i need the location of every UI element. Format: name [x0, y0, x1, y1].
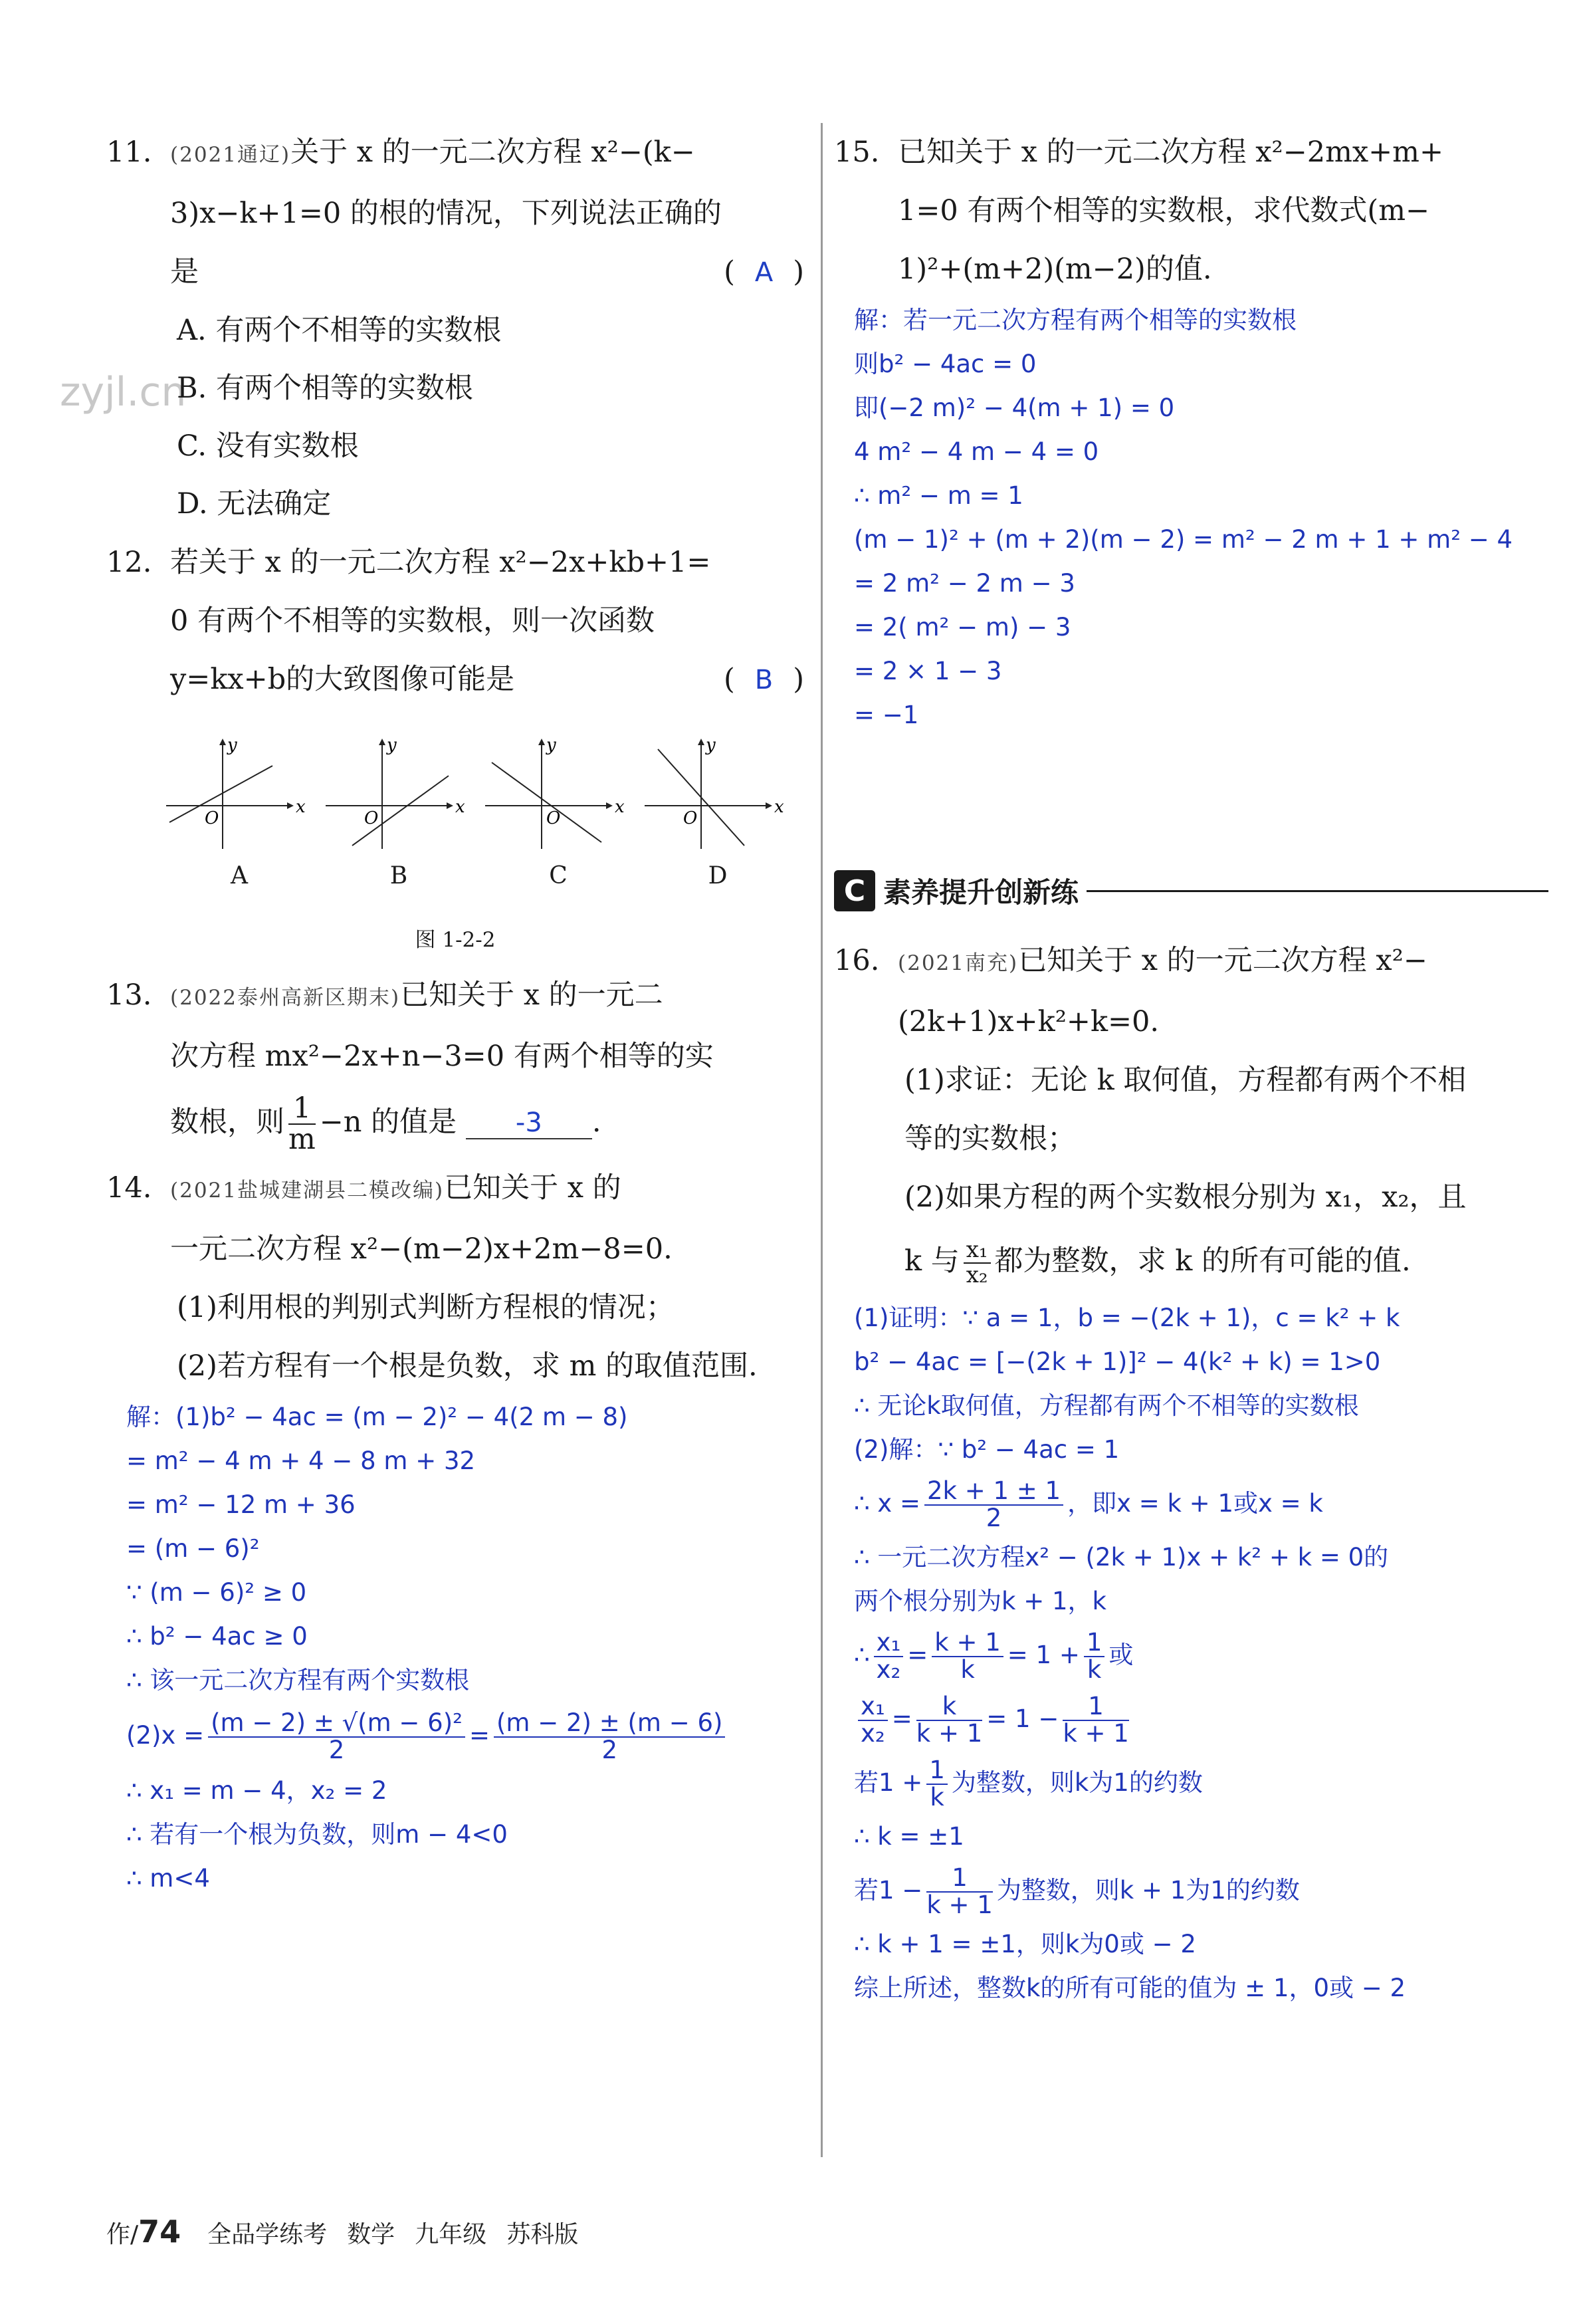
- solution-text: ∴: [854, 1641, 870, 1669]
- graph-b-diagram: [326, 736, 472, 849]
- origin-label: O: [546, 808, 561, 828]
- column-divider: [821, 123, 823, 2157]
- question-source: (2021通辽): [170, 143, 291, 167]
- question-number: 11.: [106, 136, 152, 169]
- question-12: [106, 533, 804, 953]
- fraction-denominator: x₂: [876, 1655, 901, 1684]
- fraction-numerator: 1: [288, 1094, 316, 1125]
- solution-line: 两个根分别为k + 1，k: [854, 1587, 1106, 1615]
- section-badge: C: [834, 870, 875, 911]
- y-axis-label: y: [546, 736, 556, 755]
- question-text: 数根，则: [170, 1105, 284, 1139]
- question-13: [106, 966, 804, 1159]
- period: .: [591, 1105, 601, 1139]
- sub-question-2-cont: [834, 1226, 1548, 1296]
- fraction: [964, 1238, 991, 1287]
- solution-line: ∴ 若有一个根为负数，则m − 4<0: [126, 1820, 508, 1849]
- option-c: C. 没有实数根: [177, 429, 359, 463]
- question-number: 14.: [106, 1171, 152, 1205]
- fraction: [874, 1627, 904, 1684]
- solution-line: [854, 1687, 1548, 1751]
- solution-line: b² − 4ac = [−(2k + 1)]² − 4(k² + k) = 1>0: [854, 1347, 1381, 1376]
- footer-subject: 数学: [347, 2221, 395, 2248]
- solution-line: 解：(1)b² − 4ac = (m − 2)² − 4(2 m − 8): [126, 1403, 628, 1431]
- figure-caption: 图 1-2-2: [415, 928, 496, 952]
- question-source: (2021盐城建湖县二模改编): [170, 1179, 445, 1203]
- fraction-denominator: m: [288, 1123, 316, 1156]
- question-text: k 与: [904, 1244, 960, 1278]
- sub-question-1: (1)求证：无论 k 取何值，方程都有两个不相: [904, 1064, 1467, 1097]
- solution-text: ，即x = k + 1或x = k: [1067, 1489, 1323, 1518]
- fraction: [924, 1478, 1063, 1532]
- fraction: [932, 1627, 1003, 1684]
- fraction-denominator: k + 1: [1063, 1718, 1129, 1748]
- right-column: [834, 123, 1548, 2010]
- solution-line: = (m − 6)²: [126, 1534, 260, 1563]
- option-a: A. 有两个不相等的实数根: [177, 314, 502, 347]
- fraction: [926, 1865, 993, 1918]
- question-14: [106, 1159, 804, 1901]
- graph-d-diagram: [645, 736, 791, 849]
- question-text: y=kx+b的大致图像可能是: [170, 663, 515, 696]
- fraction: [926, 1755, 948, 1811]
- watermark: zyjl.cn: [60, 369, 187, 415]
- graph-label: C: [549, 862, 568, 889]
- option-d: D. 无法确定: [177, 487, 332, 521]
- question-text: (2k+1)x+k²+k=0.: [898, 1005, 1160, 1038]
- y-axis-label: y: [387, 736, 397, 755]
- fraction-denominator: x₂: [861, 1718, 885, 1748]
- solution-text: ∴ x =: [854, 1489, 920, 1518]
- origin-label: O: [683, 808, 698, 828]
- x-axis-label: x: [615, 797, 625, 817]
- fraction-denominator: k: [1087, 1655, 1102, 1684]
- question-text: 都为整数，求 k 的所有可能的值.: [994, 1244, 1411, 1278]
- fraction-numerator: x₁: [964, 1238, 991, 1264]
- solution-text: 为整数，则k + 1为1的约数: [996, 1876, 1300, 1905]
- fraction: [916, 1691, 983, 1748]
- solution-line: [854, 1623, 1548, 1687]
- graph-c: [485, 736, 631, 889]
- solution-line: = 2( m² − m) − 3: [854, 613, 1071, 641]
- graph-label: B: [389, 862, 408, 889]
- fraction-denominator: k: [960, 1655, 975, 1684]
- fraction: [1084, 1627, 1105, 1684]
- sub-question-1: (1)利用根的判别式判断方程根的情况；: [177, 1291, 675, 1324]
- fraction-numerator: (m − 2) ± (m − 6): [494, 1710, 725, 1738]
- fraction: [208, 1710, 465, 1764]
- fraction-numerator: 2k + 1 ± 1: [924, 1478, 1063, 1506]
- solution-text: 若1 −: [854, 1876, 923, 1905]
- section-header: [834, 870, 1548, 911]
- solution-line: (2)解：∵ b² − 4ac = 1: [854, 1435, 1120, 1464]
- graph-label: A: [231, 862, 248, 889]
- graph-options: [166, 736, 791, 889]
- solution-line: 4 m² − 4 m − 4 = 0: [854, 437, 1099, 466]
- solution-line: 综上所述，整数k的所有可能的值为 ± 1，0或 − 2: [854, 1974, 1406, 2002]
- solution-line: 则b² − 4ac = 0: [854, 350, 1037, 378]
- fraction-denominator: k: [930, 1782, 944, 1811]
- solution-line: ∴ k + 1 = ±1，则k为0或 − 2: [854, 1930, 1196, 1958]
- left-column: [106, 123, 804, 1901]
- question-text: 一元二次方程 x²−(m−2)x+2m−8=0.: [170, 1232, 673, 1266]
- question-number: 15.: [834, 136, 880, 169]
- graph-d: [645, 736, 791, 889]
- fraction-numerator: 1: [1063, 1694, 1129, 1721]
- solution-line: = m² − 12 m + 36: [126, 1490, 356, 1519]
- solution-line: ∴ m<4: [126, 1864, 210, 1893]
- solution-text: =: [907, 1641, 928, 1669]
- question-text: 是: [170, 255, 199, 289]
- solution-text: 为整数，则k为1的约数: [951, 1768, 1203, 1797]
- footer-edition: 苏科版: [506, 2221, 579, 2248]
- fraction-numerator: k: [916, 1694, 983, 1721]
- solution-15: [834, 298, 1548, 737]
- answer-blank: -3: [466, 1107, 592, 1139]
- question-text: 1)²+(m+2)(m−2)的值.: [898, 253, 1212, 286]
- question-text: 0 有两个不相等的实数根，则一次函数: [170, 604, 655, 638]
- solution-line: ∴ 无论k取何值，方程都有两个不相等的实数根: [854, 1391, 1359, 1420]
- x-axis-label: x: [296, 797, 306, 817]
- question-text: 已知关于 x 的一元二: [400, 979, 663, 1012]
- fraction-denominator: k + 1: [926, 1890, 993, 1919]
- fraction-denominator: 2: [328, 1735, 345, 1764]
- graph-a-diagram: [166, 736, 312, 849]
- graph-a: [166, 736, 312, 889]
- solution-text: = 1 −: [986, 1704, 1059, 1733]
- question-text: 次方程 mx²−2x+n−3=0 有两个相等的实: [170, 1040, 714, 1073]
- fraction-numerator: 1: [1084, 1630, 1105, 1657]
- x-axis-label: x: [455, 797, 465, 817]
- fraction: [1063, 1691, 1129, 1748]
- question-text: 关于 x 的一元二次方程 x²−(k−: [290, 136, 695, 169]
- question-11: [106, 123, 804, 533]
- answer-value: B: [754, 665, 774, 695]
- section-rule: [1087, 890, 1548, 892]
- solution-text: 若1 +: [854, 1768, 923, 1797]
- question-text: 3)x−k+1=0 的根的情况，下列说法正确的: [170, 197, 722, 230]
- fraction: [288, 1091, 316, 1156]
- solution-text: = 1 +: [1007, 1641, 1080, 1669]
- graph-c-diagram: [485, 736, 631, 849]
- sub-question-1-cont: 等的实数根；: [904, 1122, 1076, 1155]
- option-b: B. 有两个相等的实数根: [177, 372, 473, 405]
- question-text: 已知关于 x 的: [444, 1171, 621, 1205]
- graph-b: [326, 736, 472, 889]
- question-text: 已知关于 x 的一元二次方程 x²−2mx+m+: [898, 136, 1443, 169]
- solution-text: (2)x =: [126, 1721, 205, 1750]
- solution-line: ∴ k = ±1: [854, 1822, 964, 1851]
- solution-line: = 2 × 1 − 3: [854, 657, 1002, 685]
- solution-line: [854, 1859, 1548, 1922]
- solution-line: = m² − 4 m + 4 − 8 m + 32: [126, 1447, 476, 1475]
- section-title: 素养提升创新练: [883, 876, 1079, 909]
- question-number: 16.: [834, 944, 880, 977]
- question-number: 12.: [106, 546, 152, 579]
- solution-line: ∵ (m − 6)² ≥ 0: [126, 1578, 307, 1607]
- fraction-numerator: 1: [926, 1865, 993, 1893]
- footer-prefix: 作/: [106, 2221, 139, 2248]
- solution-line: [854, 1472, 1548, 1536]
- x-axis-label: x: [774, 797, 784, 817]
- fraction-numerator: x₁: [874, 1630, 904, 1657]
- fraction: [858, 1691, 888, 1748]
- fraction-numerator: (m − 2) ± √(m − 6)²: [208, 1710, 465, 1738]
- graph-label: D: [708, 862, 728, 889]
- solution-text: =: [469, 1721, 490, 1750]
- page-number: 74: [138, 2214, 181, 2250]
- y-axis-label: y: [706, 736, 716, 755]
- solution-line: = 2 m² − 2 m − 3: [854, 569, 1075, 598]
- solution-text: 或: [1108, 1641, 1134, 1669]
- solution-line: 解：若一元二次方程有两个相等的实数根: [854, 306, 1297, 334]
- solution-line: ∴ x₁ = m − 4，x₂ = 2: [126, 1776, 387, 1805]
- solution-line: (1)证明：∵ a = 1，b = −(2k + 1)，c = k² + k: [854, 1304, 1400, 1332]
- solution-text: =: [891, 1704, 912, 1733]
- solution-line: ∴ m² − m = 1: [854, 481, 1023, 510]
- solution-line: [854, 1751, 1548, 1815]
- footer-grade: 九年级: [415, 2221, 487, 2248]
- question-source: (2022泰州高新区期末): [170, 986, 401, 1010]
- question-text: −n 的值是: [319, 1105, 457, 1139]
- y-axis-label: y: [227, 736, 237, 755]
- question-text: 已知关于 x 的一元二次方程 x²−: [1018, 944, 1427, 977]
- question-text: 若关于 x 的一元二次方程 x²−2x+kb+1=: [170, 546, 711, 579]
- sub-question-2: (2)若方程有一个根是负数，求 m 的取值范围.: [177, 1349, 758, 1383]
- question-16: [834, 931, 1548, 2010]
- sub-question-2: (2)如果方程的两个实数根分别为 x₁，x₂，且: [904, 1181, 1467, 1214]
- solution-line: 即(−2 m)² − 4(m + 1) = 0: [854, 394, 1175, 422]
- solution-line: [126, 1702, 804, 1769]
- question-text: 1=0 有两个相等的实数根，求代数式(m−: [898, 194, 1429, 227]
- fraction-denominator: x₂: [966, 1262, 988, 1288]
- fraction-numerator: 1: [926, 1758, 948, 1785]
- fraction-denominator: k + 1: [916, 1718, 983, 1748]
- origin-label: O: [205, 808, 219, 828]
- question-source: (2021南充): [898, 951, 1019, 975]
- solution-line: ∴ 一元二次方程x² − (2k + 1)x + k² + k = 0的: [854, 1543, 1389, 1571]
- fraction: [494, 1710, 725, 1764]
- answer-bracket: ( A ): [724, 255, 804, 289]
- solution-line: = −1: [854, 701, 919, 729]
- fraction-denominator: 2: [986, 1503, 1002, 1532]
- footer-book: 全品学练考: [207, 2221, 328, 2248]
- answer-value: A: [754, 257, 774, 288]
- solution-line: (m − 1)² + (m + 2)(m − 2) = m² − 2 m + 1 + m² − 4: [854, 525, 1513, 554]
- solution-line: ∴ b² − 4ac ≥ 0: [126, 1622, 308, 1651]
- solution-line: ∴ 该一元二次方程有两个实数根: [126, 1666, 470, 1694]
- question-number: 13.: [106, 979, 152, 1012]
- answer-bracket: ( B ): [723, 663, 804, 696]
- solution-16: [834, 1296, 1548, 2010]
- solution-14: [106, 1395, 804, 1901]
- page-footer: [106, 2214, 598, 2250]
- fraction-denominator: 2: [601, 1735, 617, 1764]
- question-15: [834, 123, 1548, 737]
- fraction-numerator: x₁: [858, 1694, 888, 1721]
- origin-label: O: [364, 808, 379, 828]
- fraction-numerator: k + 1: [932, 1630, 1003, 1657]
